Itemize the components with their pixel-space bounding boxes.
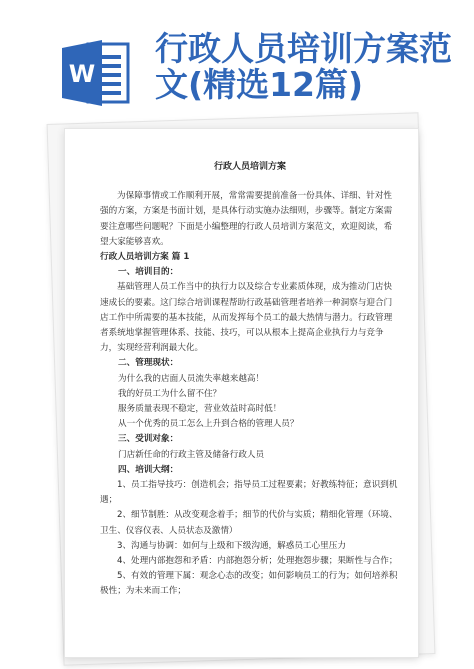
outline-item: 4、处理内部抱怨和矛盾：内部抱怨分析；处理抱怨步骤；果断性与合作； — [117, 556, 398, 567]
heading-status: 二、管理现状： — [118, 358, 179, 369]
section-title: 行政人员培训方案 篇 1 — [100, 252, 190, 263]
document-body — [100, 160, 400, 600]
page-title: 行政人员培训方案范文(精选12篇) — [155, 29, 452, 104]
status-item: 从一个优秀的员工怎么上升到合格的管理人员？ — [118, 419, 299, 430]
outline-item: 3、沟通与协调：如何与上级和下级沟通，解惑员工心里压力 — [117, 540, 346, 551]
heading-purpose: 一、培训目的： — [118, 267, 179, 278]
document-title: 行政人员培训方案 — [213, 162, 286, 172]
audience-text: 门店新任命的行政主管及储备行政人员 — [118, 449, 265, 460]
heading-outline: 四、培训大纲： — [118, 464, 179, 475]
word-icon — [62, 40, 132, 106]
heading-audience: 三、受训对象： — [118, 434, 179, 445]
status-item: 我的好员工为什么留不住？ — [118, 388, 222, 399]
purpose-paragraph: 基础管理人员工作当中的执行力以及综合专业素质体现，成为推动门店快速成长的要素。这门综合培训课程帮助行政基础管理者培养一种洞察与迎合门店工作中所需要的基本技能，从而发挥每个员工的最大热情与潜力。行政管理者系统地掌握管理体系、技能、技巧，可以从根本上提高企业执行力与竞争力，实现经营利润最大化。 — [100, 282, 393, 354]
outline-item: 1、员工指导技巧：创造机会；指导员工过程要素；好教练特征；意识到机遇； — [100, 480, 398, 506]
status-item: 为什么我的店面人员流失率越来越高！ — [118, 373, 265, 384]
svg-text:W: W — [68, 60, 96, 88]
status-item: 服务质量表现不稳定，营业效益时高时低！ — [118, 404, 282, 415]
outline-item: 2、细节制胜：从改变观念着手；细节的代价与实质；精细化管理（环境、卫生、仪容仪表、人员状态及激情） — [100, 510, 398, 536]
intro-paragraph: 为保障事情或工作顺利开展，常常需要提前准备一份具体、详细、针对性强的方案，方案是书面计划，是具体行动实施办法细则，步骤等。制定方案需要注意哪些问题呢？下面是小编整理的行政人员培训方案范文，欢迎阅读，希望大家能够喜欢。 — [100, 191, 393, 247]
outline-item: 5、有效的管理下属：观念心态的改变；如何影响员工的行为；如何培养积极性；为未来而工作； — [100, 571, 398, 597]
